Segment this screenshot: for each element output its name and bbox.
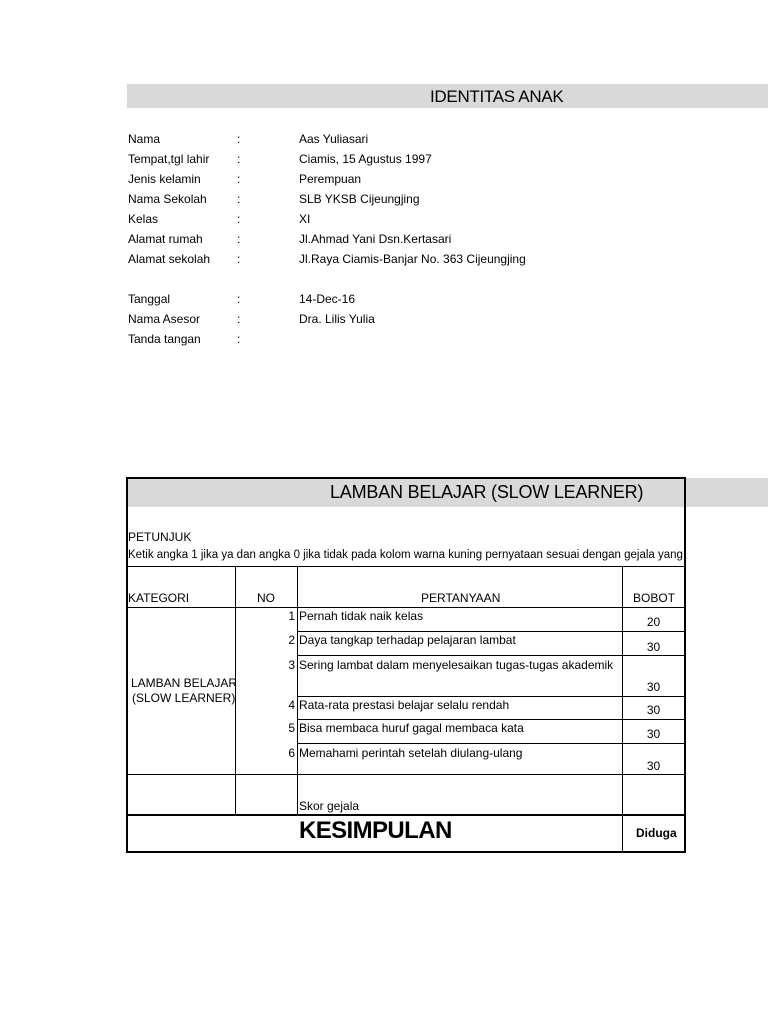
identity-row-signature [0,332,768,352]
item-weight: 30 [646,727,661,741]
score-label: Skor gejala [299,799,360,813]
identity-row-assessor [0,312,768,332]
grid-line [298,655,685,656]
identity-row-name [0,132,768,152]
header-bobot: BOBOT [633,591,676,605]
grid-line [127,774,685,775]
item-weight: 30 [646,703,661,717]
table-border-top [126,477,686,479]
item-question: Rata-rata prestasi belajar selalu rendah [299,698,510,712]
label-nama-sekolah: Nama Sekolah [128,192,207,206]
item-question: Memahami perintah setelah diulang-ulang [299,746,523,760]
separator: : [237,292,241,306]
grid-line [127,814,685,816]
header-pertanyaan: PERTANYAAN [421,591,501,605]
identity-title: IDENTITAS ANAK [430,87,564,106]
item-no: 2 [288,633,295,647]
value-tempat-tgl-lahir: Ciamis, 15 Agustus 1997 [299,152,432,166]
item-question: Sering lambat dalam menyelesaikan tugas-tugas akademik [299,658,614,672]
item-no: 5 [288,721,295,735]
grid-line [127,607,685,608]
grid-line [298,719,685,720]
item-weight: 30 [646,640,661,654]
value-nama-asesor: Dra. Lilis Yulia [299,312,375,326]
grid-line [298,743,685,744]
item-question: Daya tangkap terhadap pelajaran lambat [299,633,516,647]
label-kelas: Kelas [128,212,159,226]
category-name: LAMBAN BELAJAR [131,676,238,690]
conclusion-label: KESIMPULAN [299,817,452,844]
identity-row-class [0,212,768,232]
grid-line [127,566,685,567]
value-nama-sekolah: SLB YKSB Cijeungjing [299,192,420,206]
header-no: NO [257,591,275,605]
value-alamat-rumah: Jl.Ahmad Yani Dsn.Kertasari [299,232,452,246]
value-tanggal: 14-Dec-16 [299,292,356,306]
item-weight: 30 [646,680,661,694]
separator: : [237,212,241,226]
item-no: 3 [288,658,295,672]
label-tempat-tgl-lahir: Tempat,tgl lahir [128,152,210,166]
separator: : [237,232,241,246]
separator: : [237,192,241,206]
label-nama: Nama [128,132,161,146]
item-no: 1 [288,609,295,623]
assessment-header [127,478,768,507]
item-question: Bisa membaca huruf gagal membaca kata [299,721,524,735]
category-name-en: (SLOW LEARNER) [132,691,236,705]
item-weight: 30 [646,759,661,773]
identity-row-school-address [0,252,768,272]
label-alamat-rumah: Alamat rumah [128,232,203,246]
instruction-text: Ketik angka 1 jika ya dan angka 0 jika tidak pada kolom warna kuning pernyataan sesuai dengan gejala yang [128,549,683,561]
separator: : [237,152,241,166]
label-tanda-tangan: Tanda tangan [128,332,201,346]
instruction-heading: PETUNJUK [128,530,192,544]
identity-header [127,84,768,108]
separator: : [237,252,241,266]
grid-line [298,696,685,697]
identity-row-gender [0,172,768,192]
item-no: 4 [288,698,295,712]
table-border-bottom [126,851,686,853]
grid-line [297,566,298,815]
conclusion-value: Diduga [636,826,677,840]
table-border-right [684,477,686,853]
assessment-title: LAMBAN BELAJAR (SLOW LEARNER) [330,482,644,502]
identity-row-school [0,192,768,212]
value-nama: Aas Yuliasari [299,132,369,146]
item-weight: 20 [646,615,661,629]
separator: : [237,332,241,346]
header-kategori: KATEGORI [128,591,190,605]
grid-line [298,631,685,632]
identity-row-birth [0,152,768,172]
value-jenis-kelamin: Perempuan [299,172,362,186]
label-alamat-sekolah: Alamat sekolah [128,252,211,266]
label-nama-asesor: Nama Asesor [128,312,201,326]
identity-row-date [0,292,768,312]
label-jenis-kelamin: Jenis kelamin [128,172,201,186]
value-alamat-sekolah: Jl.Raya Ciamis-Banjar No. 363 Cijeungjing [299,252,526,266]
value-kelas: XI [299,212,311,226]
item-no: 6 [288,746,295,760]
separator: : [237,172,241,186]
separator: : [237,312,241,326]
separator: : [237,132,241,146]
identity-row-home-address [0,232,768,252]
item-question: Pernah tidak naik kelas [299,609,424,623]
label-tanggal: Tanggal [128,292,171,306]
